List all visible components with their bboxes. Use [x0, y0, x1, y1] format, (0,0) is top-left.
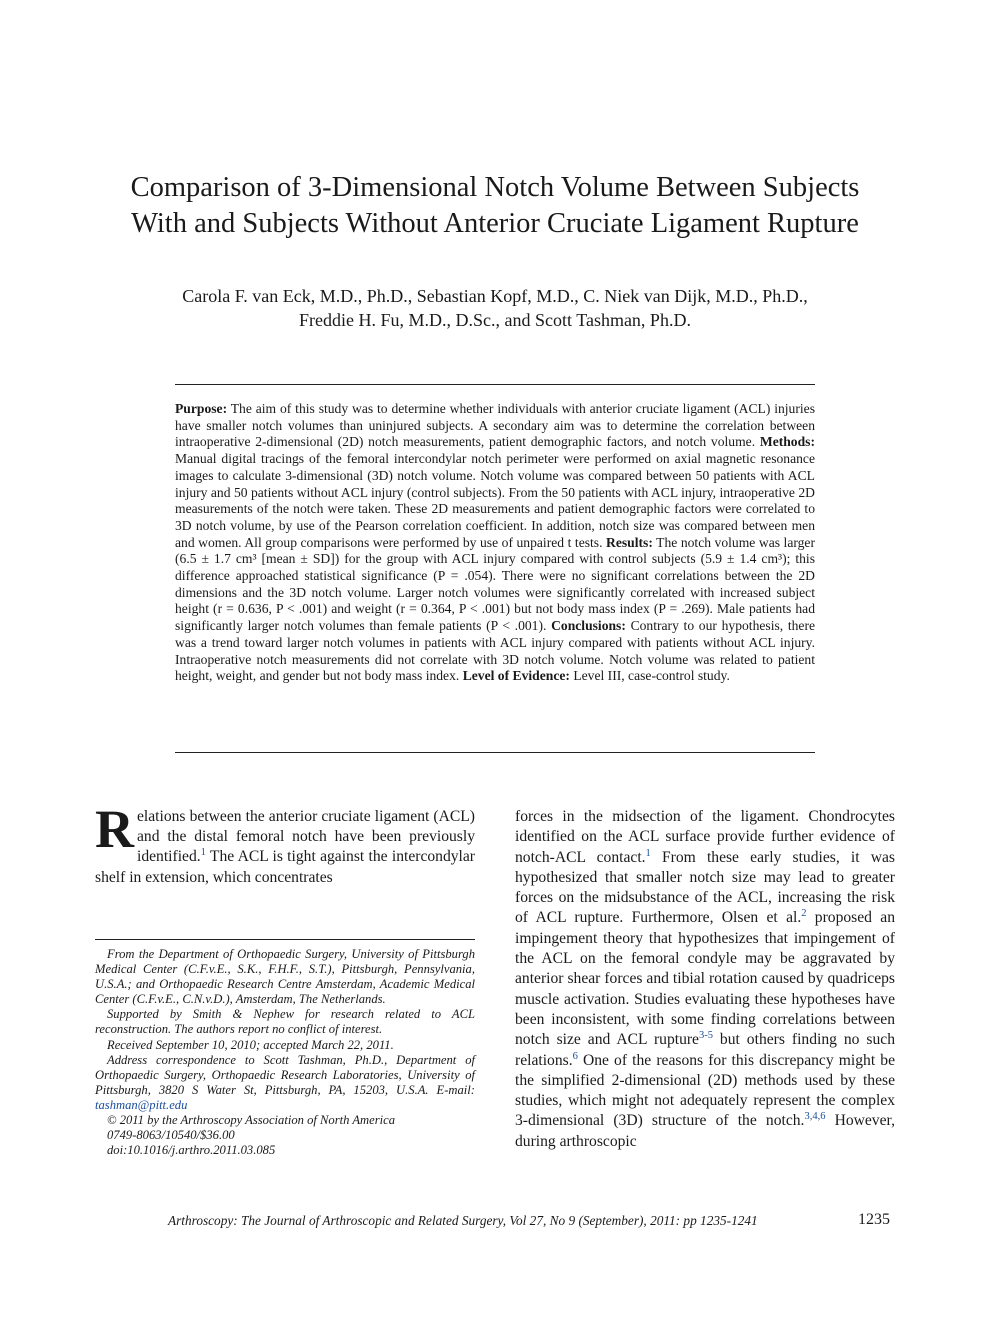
authors-line-1: Carola F. van Eck, M.D., Ph.D., Sebastian Kopf, M.D., C. Niek van Dijk, M.D., Ph.D.,	[182, 286, 808, 306]
authors-line-2: Freddie H. Fu, M.D., D.Sc., and Scott Tashman, Ph.D.	[299, 310, 691, 330]
abstract	[175, 401, 815, 685]
purpose-text: The aim of this study was to determine whether individuals with anterior cruciate ligament (ACL) injuries have smaller notch volumes than uninjured subjects. A secondary aim was to determine the correlation between intraoperative 2-dimensional (2D) notch measurements, patient demographic factors, and notch volume.	[175, 401, 815, 450]
page-number: 1235	[858, 1211, 890, 1228]
footnote-address-text: Address correspondence to Scott Tashman, Ph.D., Department of Orthopaedic Surgery, Orthopaedic Research Laboratories, University of Pittsburgh, 3820 S Water St, Pittsburgh, PA, 15203, U.S.A. E-mail:	[95, 1052, 475, 1097]
results-text: The notch volume was larger (6.5 ± 1.7 cm³ [mean ± SD]) for the group with ACL injury compared with control subjects (5.9 ± 1.4 cm³); this difference approached statistical significance (P = .054). There were no significant correlations between the 2D dimensions and the 3D notch volume. Larger notch volumes were significantly correlated with increased subject height (r = 0.636, P < .001) and weight (r = 0.364, P < .001) but not body mass index (P = .269). Male patients had significantly larger notch volumes than female patients (P < .001).	[175, 534, 815, 634]
email-link[interactable]: tashman@pitt.edu	[95, 1097, 188, 1112]
body-left-text-b: The ACL is tight against the intercondylar shelf in extension, which concentrates	[95, 848, 475, 886]
title-line-1: Comparison of 3-Dimensional Notch Volume Between Subjects	[130, 172, 860, 203]
abstract-bottom-rule	[175, 752, 815, 753]
methods-text: Manual digital tracings of the femoral intercondylar notch perimeter were performed on axial magnetic resonance images to calculate 3-dimensional (3D) notch volume. Notch volume was compared between 50 patients with ACL injury and 50 patients without ACL injury (control subjects). From the 50 patients with ACL injury, intraoperative 2D measurements of the notch were taken. These 2D measurements and patient demographic factors were correlated to 3D notch volume, by use of the Pearson correlation coefficient. In addition, notch size was compared between men and women. All group comparisons were performed by use of unpaired t tests.	[175, 451, 815, 550]
level-of-evidence-label: Level of Evidence:	[462, 668, 570, 684]
footnote-address	[95, 1053, 475, 1113]
article-title	[60, 170, 930, 242]
footnote-issn: 0749-8063/10540/$36.00	[107, 1128, 235, 1143]
body-right-text-1: forces in the midsection of the ligament. Chondrocytes identified on the ACL surface provide further evidence of notch-ACL contact.	[515, 808, 895, 866]
results-label: Results:	[606, 534, 653, 550]
footnote-support: Supported by Smith & Nephew for research related to ACL reconstruction. The authors report no conflict of interest.	[95, 1007, 475, 1037]
body-column-right	[515, 807, 895, 1152]
body-left-text-a: elations between the anterior cruciate ligament (ACL) and the distal femoral notch have been previously identified.	[137, 808, 475, 866]
footnotes	[95, 947, 475, 1158]
methods-label: Methods:	[759, 434, 815, 450]
citation-ref[interactable]: 1	[200, 847, 206, 859]
purpose-label: Purpose:	[175, 401, 228, 416]
author-list	[60, 284, 930, 332]
conclusions-label: Conclusions:	[551, 618, 626, 634]
title-line-2: With and Subjects Without Anterior Cruciate Ligament Rupture	[131, 208, 859, 239]
citation-ref[interactable]: 1	[645, 847, 651, 859]
body-right-text-4: but others finding no such relations.	[515, 1031, 895, 1069]
footnote-received: Received September 10, 2010; accepted March 22, 2011.	[107, 1037, 394, 1052]
citation-ref[interactable]: 6	[572, 1050, 578, 1062]
body-right-text-6: However, during arthroscopic	[515, 1112, 895, 1150]
citation-ref[interactable]: 3-5	[698, 1030, 713, 1042]
body-column-left	[95, 799, 475, 888]
footnote-affiliation: From the Department of Orthopaedic Surgery, University of Pittsburgh Medical Center (C.F.v.E., S.K., F.H.F., S.T.), Pittsburgh, Pennsylvania, U.S.A.; and Orthopaedic Research Centre Amsterdam, Academic Medical Center (C.F.v.E., C.N.v.D.), Amsterdam, The Netherlands.	[95, 947, 475, 1007]
body-right-text-5: One of the reasons for this discrepancy might be the simplified 2-dimensional (2D) methods used by these studies, which might not adequately represent the complex 3-dimensional (3D) structure of the notch.	[515, 1051, 895, 1130]
footnote-doi: doi:10.1016/j.arthro.2011.03.085	[107, 1143, 276, 1158]
conclusions-text: Contrary to our hypothesis, there was a trend toward larger notch volumes in patients with ACL injury compared with patients without ACL injury. Intraoperative notch measurements did not correlate with 3D notch volume. Notch volume was related to patient height, weight, and gender but not body mass index.	[175, 618, 816, 684]
body-right-text-2: From these early studies, it was hypothesized that smaller notch size may lead to greater forces on the midsubstance of the ACL, increasing the risk of ACL rupture. Furthermore, Olsen et al.	[515, 848, 895, 927]
footnote-rule	[95, 939, 475, 940]
abstract-top-rule	[175, 384, 815, 385]
citation-ref[interactable]: 2	[801, 908, 807, 920]
citation-ref[interactable]: 3,4,6	[804, 1111, 826, 1123]
drop-cap: R	[95, 799, 134, 859]
level-of-evidence-text: Level III, case-control study.	[573, 668, 730, 684]
footnote-copyright: © 2011 by the Arthroscopy Association of North America	[107, 1113, 396, 1128]
body-right-text-3: proposed an impingement theory that hypothesizes that impingement of the ACL on the femoral condyle may be aggravated by anterior shear forces and tibial rotation caused by quadriceps muscle activation. Studies evaluating these hypotheses have been inconsistent, with some finding correlations between notch size and ACL rupture	[515, 909, 895, 1049]
journal-citation: Arthroscopy: The Journal of Arthroscopic and Related Surgery, Vol 27, No 9 (September), 2011: pp 1235-1241	[168, 1213, 758, 1228]
